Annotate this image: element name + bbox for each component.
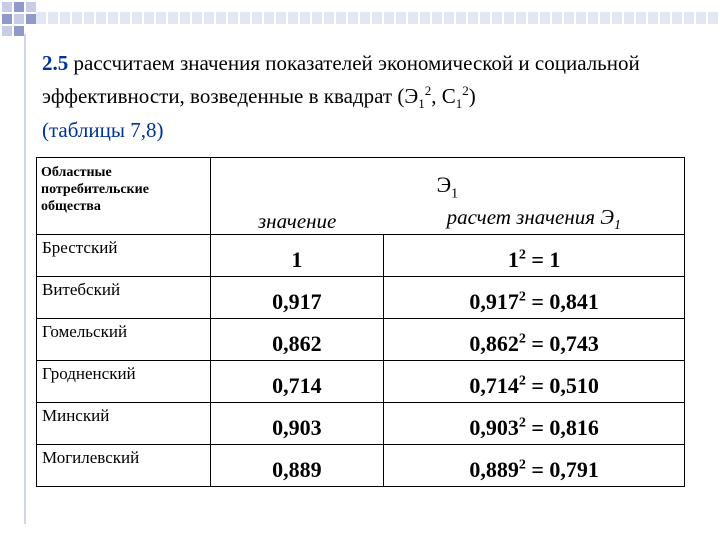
value-cell: 0,917 [210,277,383,319]
calc-equals: = [525,415,550,440]
calc-cell [384,277,685,319]
value-cell: 0,903 [210,403,383,445]
e1-group-header [210,158,684,203]
region-name: Гомельский [37,319,211,361]
deco-square-6 [26,14,36,24]
deco-bar [36,12,720,24]
calc-power: 2 [518,331,526,347]
calc-column-header [384,202,685,235]
calc-power: 2 [518,373,526,389]
c-subscript: 1 [455,96,463,112]
heading-text: рассчитаем значения показателей экономической и социальной эффективности, возведенные в квадрат (Э [42,51,640,108]
calc-result: 0,743 [549,331,599,356]
calc-equals: = [525,331,550,356]
table-row [37,277,685,319]
deco-square-2 [14,2,24,12]
calc-base: 0,714 [469,373,519,398]
value-column-header: значение [210,202,383,235]
calc-result: 0,791 [549,457,599,482]
region-name: Витебский [37,277,211,319]
calc-header-subscript: 1 [614,218,622,233]
region-header-cell [37,158,211,235]
e-subscript: 1 [418,96,425,112]
heading-close: ) [468,84,476,108]
value-cell: 0,714 [210,361,383,403]
deco-square-5 [14,14,24,24]
calc-power: 2 [518,415,526,431]
region-name: Минский [37,403,211,445]
region-name: Могилевский [37,445,211,487]
calc-result: 0,816 [549,415,599,440]
calc-base: 1 [507,247,519,272]
calc-cell [384,319,685,361]
calc-result: 0,510 [549,373,599,398]
deco-vertical-line [24,34,26,524]
deco-square-7 [14,26,24,36]
calc-cell [384,361,685,403]
calc-power: 2 [518,457,526,473]
decorative-header [0,0,720,40]
table-row [37,235,685,277]
calc-base: 0,862 [469,331,519,356]
region-name: Брестский [37,235,211,277]
table-row [37,403,685,445]
heading-mid: , С [431,84,456,108]
group-subscript: 1 [451,186,459,201]
calc-result: 0,841 [549,289,599,314]
calc-equals: = [525,457,550,482]
calc-header-text: расчет значения Э [446,204,615,229]
c-superscript: 2 [462,83,469,98]
calc-cell [384,403,685,445]
slide-heading [42,50,702,144]
table-row [37,445,685,487]
e-superscript: 2 [424,83,432,98]
calc-cell [384,445,685,487]
table-row [37,319,685,361]
deco-square-8 [2,26,12,36]
group-letter: Э [436,171,452,197]
section-number: 2.5 [42,51,69,75]
calc-power: 2 [518,247,526,263]
deco-square-1 [2,2,12,12]
table-row [37,361,685,403]
deco-square-4 [26,2,36,12]
region-name: Гродненский [37,361,211,403]
tables-reference: (таблицы 7,8) [42,118,164,143]
calc-result: 1 [549,247,561,272]
value-cell: 0,889 [210,445,383,487]
calc-base: 0,889 [469,457,519,482]
region-header: Областные потребительские общества [41,165,149,214]
calc-power: 2 [518,289,526,305]
deco-square-3 [2,14,12,24]
calc-base: 0,917 [469,289,519,314]
calc-equals: = [525,247,550,272]
value-cell: 1 [210,235,383,277]
calc-equals: = [525,289,550,314]
calc-cell [384,235,685,277]
calc-base: 0,903 [469,415,519,440]
efficiency-table [36,157,685,487]
value-cell: 0,862 [210,319,383,361]
calc-equals: = [525,373,550,398]
